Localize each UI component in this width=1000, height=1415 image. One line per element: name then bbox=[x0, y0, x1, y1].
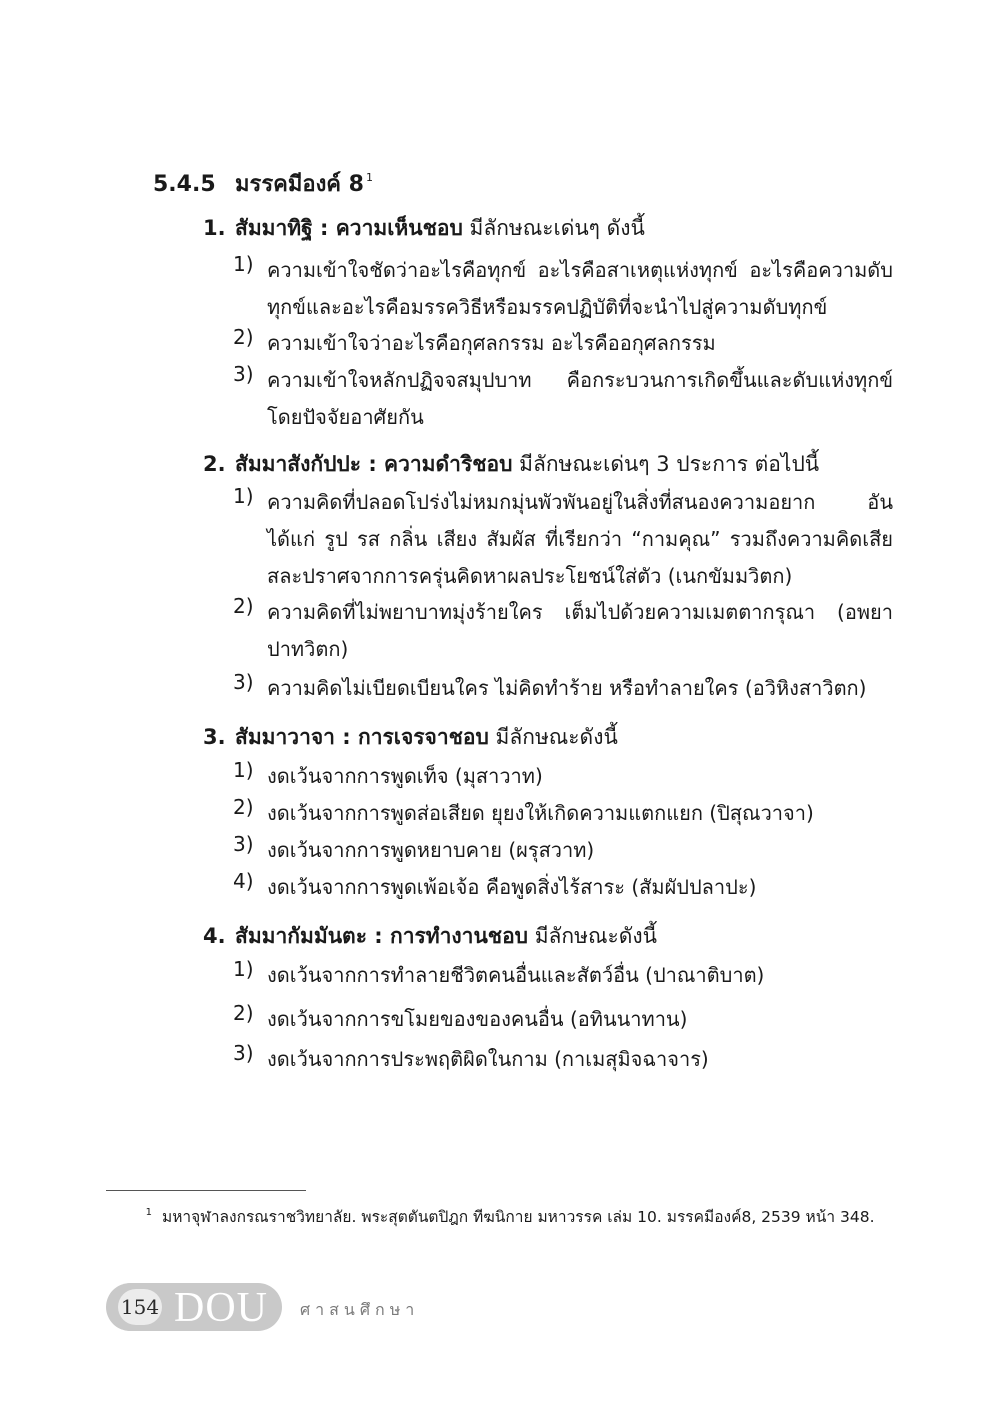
list-item bbox=[233, 325, 893, 362]
item-term: สัมมาสังกัปปะ : ความดำริชอบ bbox=[235, 452, 513, 476]
dou-logo: DOU bbox=[174, 1285, 268, 1331]
list-item-text: ความเข้าใจว่าอะไรคือกุศลกรรม อะไรคืออกุศลกรรม bbox=[267, 331, 716, 355]
footnote-reference: 1 bbox=[366, 171, 373, 184]
section-title: มรรคมีองค์ 8 bbox=[235, 172, 364, 197]
list-item bbox=[233, 670, 893, 707]
item-number: 3. bbox=[203, 725, 226, 749]
list-item-text: งดเว้นจากการขโมยของของคนอื่น (อทินนาทาน) bbox=[267, 1007, 688, 1031]
list-item bbox=[233, 484, 893, 595]
item-heading-4 bbox=[203, 920, 893, 953]
list-item-number: 3) bbox=[233, 832, 254, 856]
list-item-text: งดเว้นจากการพูดเท็จ (มุสาวาท) bbox=[267, 764, 543, 788]
item-heading-2 bbox=[203, 448, 893, 481]
item-description: มีลักษณะเด่นๆ 3 ประการ ต่อไปนี้ bbox=[519, 452, 820, 476]
list-item-number: 3) bbox=[233, 1041, 254, 1065]
list-item bbox=[233, 957, 893, 994]
list-item-number: 2) bbox=[233, 795, 254, 819]
item-term: สัมมาทิฐิ : ความเห็นชอบ bbox=[235, 216, 463, 240]
list-item-number: 2) bbox=[233, 325, 254, 349]
item-term: สัมมากัมมันตะ : การทำงานชอบ bbox=[235, 924, 529, 948]
list-item-number: 1) bbox=[233, 252, 254, 276]
list-item bbox=[233, 832, 893, 869]
list-item-text: ความเข้าใจหลักปฏิจจสมุปบาท คือกระบวนการเกิดขึ้นและดับแห่งทุกข์โดยปัจจัยอาศัยกัน bbox=[267, 368, 893, 429]
list-item-number: 3) bbox=[233, 362, 254, 386]
list-item-number: 1) bbox=[233, 957, 254, 981]
list-item-number: 3) bbox=[233, 670, 254, 694]
footnote bbox=[106, 1197, 886, 1233]
list-item-number: 2) bbox=[233, 1001, 254, 1025]
item-number: 2. bbox=[203, 452, 226, 476]
list-item bbox=[233, 594, 893, 668]
course-title: ศาสนศึกษา bbox=[300, 1300, 420, 1319]
list-item bbox=[233, 362, 893, 436]
list-item-number: 4) bbox=[233, 869, 254, 893]
item-heading-3 bbox=[203, 721, 893, 754]
item-description: มีลักษณะเด่นๆ ดังนี้ bbox=[469, 216, 645, 240]
list-item-text: ความคิดไม่เบียดเบียนใคร ไม่คิดทำร้าย หรือทำลายใคร (อวิหิงสาวิตก) bbox=[267, 676, 867, 700]
list-item bbox=[233, 758, 893, 795]
list-item-number: 1) bbox=[233, 758, 254, 782]
list-item-text: งดเว้นจากการพูดเพ้อเจ้อ คือพูดสิ่งไร้สาระ (สัมผัปปลาปะ) bbox=[267, 875, 757, 899]
list-item-text: งดเว้นจากการพูดหยาบคาย (ผรุสวาท) bbox=[267, 838, 595, 862]
section-number: 5.4.5 bbox=[153, 172, 216, 197]
section-heading bbox=[153, 166, 373, 201]
item-number: 4. bbox=[203, 924, 226, 948]
list-item bbox=[233, 252, 893, 326]
list-item-text: งดเว้นจากการประพฤติผิดในกาม (กาเมสุมิจฉาจาร) bbox=[267, 1047, 709, 1071]
footnote-text: มหาจุฬาลงกรณราชวิทยาลัย. พระสุตตันตปิฎก ทีฆนิกาย มหาวรรค เล่ม 10. มรรคมีองค์8, 2539 หน้า 348. bbox=[162, 1208, 875, 1226]
footer-badge bbox=[106, 1283, 282, 1331]
list-item-number: 2) bbox=[233, 594, 254, 618]
list-item-text: ความเข้าใจชัดว่าอะไรคือทุกข์ อะไรคือสาเหตุแห่งทุกข์ อะไรคือความดับทุกข์และอะไรคือมรรควิธีหรือมรรคปฏิบัติที่จะนำไปสู่ความดับทุกข์ bbox=[267, 258, 893, 319]
list-item-text: งดเว้นจากการทำลายชีวิตคนอื่นและสัตว์อื่น (ปาณาติบาต) bbox=[267, 963, 765, 987]
item-term: สัมมาวาจา : การเจรจาชอบ bbox=[235, 725, 489, 749]
item-number: 1. bbox=[203, 216, 226, 240]
list-item-text: ความคิดที่ไม่พยาบาทมุ่งร้ายใคร เต็มไปด้วยความเมตตากรุณา (อพยาปาทวิตก) bbox=[267, 600, 893, 661]
list-item bbox=[233, 795, 893, 832]
list-item bbox=[233, 1041, 893, 1078]
item-description: มีลักษณะดังนี้ bbox=[495, 725, 618, 749]
list-item-text: ความคิดที่ปลอดโปร่งไม่หมกมุ่นพัวพันอยู่ในสิ่งที่สนองความอยาก อันได้แก่ รูป รส กลิ่น เสียง สัมผัส ที่เรียกว่า “กามคุณ” รวมถึงความคิดเสียสละปราศจากการครุ่นคิดหาผลประโยชน์ใส่ตัว (เนกขัมมวิตก) bbox=[267, 490, 893, 588]
list-item-text: งดเว้นจากการพูดส่อเสียด ยุยงให้เกิดความแตกแยก (ปิสุณวาจา) bbox=[267, 801, 814, 825]
list-item-number: 1) bbox=[233, 484, 254, 508]
item-description: มีลักษณะดังนี้ bbox=[534, 924, 657, 948]
footnote-divider bbox=[106, 1190, 306, 1191]
list-item bbox=[233, 869, 893, 906]
list-item bbox=[233, 1001, 893, 1038]
page-number: 154 bbox=[118, 1289, 162, 1325]
footnote-mark: 1 bbox=[145, 1207, 152, 1218]
item-heading-1 bbox=[203, 212, 893, 245]
